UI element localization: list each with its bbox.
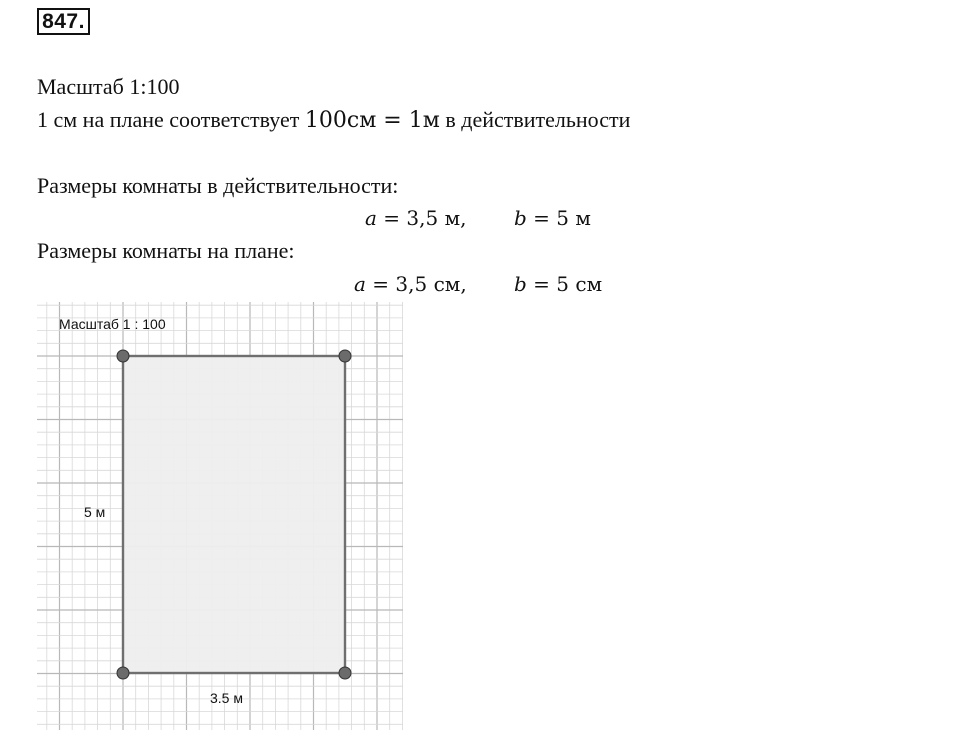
- real-dimension-b-value: = 5 м: [526, 206, 591, 230]
- scale-explanation-prefix: 1 см на плане соответствует: [37, 107, 305, 132]
- scale-explanation-suffix: в действительности: [439, 107, 631, 132]
- room-height-label: 5 м: [84, 504, 106, 520]
- real-dimension-a-formula: [365, 205, 467, 231]
- room-plan-diagram: [37, 302, 403, 730]
- plan-dimension-b-value: = 5 см: [526, 272, 603, 296]
- room-rectangle: [123, 356, 345, 673]
- real-dimension-b-variable: b: [514, 206, 527, 230]
- real-dimension-a-variable: a: [365, 206, 377, 230]
- room-corner-top-left: [117, 350, 129, 362]
- room-corner-bottom-left: [117, 667, 129, 679]
- plan-dimension-a-variable: a: [354, 272, 366, 296]
- plan-dimension-a-formula: [354, 271, 467, 297]
- plan-dimension-b-variable: b: [514, 272, 527, 296]
- diagram-scale-label: Масштаб 1 : 100: [59, 316, 166, 332]
- room-corner-bottom-right: [339, 667, 351, 679]
- scale-conversion-formula: 100см = 1м: [304, 108, 440, 133]
- real-dimensions-title: Размеры комнаты в действительности:: [37, 173, 399, 198]
- real-dimension-b-formula: [514, 205, 591, 231]
- real-dimension-a-value: = 3,5 м,: [376, 206, 467, 230]
- problem-number: 847.: [37, 8, 90, 35]
- room-width-label: 3.5 м: [210, 690, 243, 706]
- plan-dimensions-title: Размеры комнаты на плане:: [37, 238, 295, 263]
- scale-explanation: [37, 107, 630, 134]
- plan-dimension-b-formula: [514, 271, 602, 297]
- plan-dimension-a-value: = 3,5 см,: [365, 272, 467, 296]
- scale-title: Масштаб 1:100: [37, 74, 180, 99]
- room-corner-top-right: [339, 350, 351, 362]
